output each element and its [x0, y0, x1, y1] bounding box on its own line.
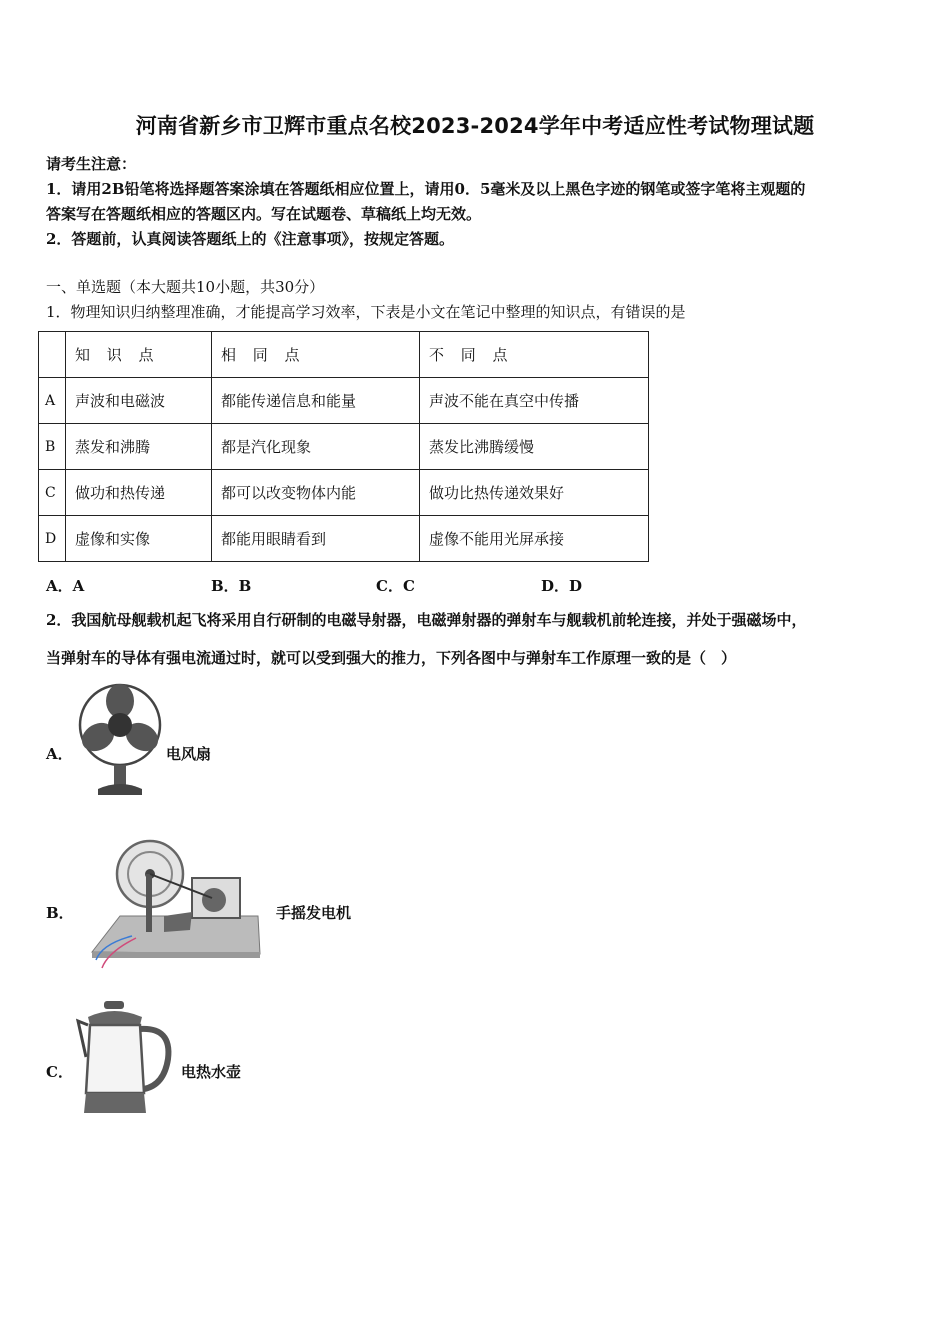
table-cell: 都可以改变物体内能 — [212, 470, 420, 516]
electric-fan-icon — [76, 681, 162, 801]
question-2-stem-line-2: 当弹射车的导体有强电流通过时，就可以受到强大的推力，下列各图中与弹射车工作原理一致的是（ ） — [46, 649, 737, 667]
q2-choice-c-label[interactable]: C． — [46, 1063, 73, 1081]
table-cell: 虚像和实像 — [66, 516, 212, 562]
table-cell: D — [39, 516, 66, 562]
table-header-cell: 知 识 点 — [66, 332, 212, 378]
table-row — [39, 470, 649, 516]
knowledge-table — [38, 331, 649, 562]
q1-option-c[interactable]: C．C — [376, 577, 415, 595]
table-cell: 声波不能在真空中传播 — [420, 378, 649, 424]
table-row — [39, 424, 649, 470]
electric-kettle-icon — [76, 997, 176, 1117]
table-cell: 都能用眼睛看到 — [212, 516, 420, 562]
notice-item-2: 2．答题前，认真阅读答题纸上的《注意事项》，按规定答题。 — [46, 230, 454, 248]
q2-choice-a-caption: 电风扇 — [166, 745, 212, 763]
table-header-cell: 不 同 点 — [420, 332, 649, 378]
q1-option-d[interactable]: D．D — [541, 577, 583, 595]
table-cell: 声波和电磁波 — [66, 378, 212, 424]
table-cell: B — [39, 424, 66, 470]
page-title: 河南省新乡市卫辉市重点名校2023-2024学年中考适应性考试物理试题 — [135, 114, 815, 138]
table-cell: 蒸发和沸腾 — [66, 424, 212, 470]
notice-item-1-line-2: 答案写在答题纸相应的答题区内。写在试题卷、草稿纸上均无效。 — [46, 205, 482, 223]
table-header-cell: 相 同 点 — [212, 332, 420, 378]
table-header-row — [39, 332, 649, 378]
q2-choice-b-caption: 手摇发电机 — [276, 904, 352, 922]
question-1-stem: 1．物理知识归纳整理准确，才能提高学习效率，下表是小文在笔记中整理的知识点，有错误的是 — [46, 303, 686, 321]
table-header-cell — [39, 332, 66, 378]
table-cell: 都能传递信息和能量 — [212, 378, 420, 424]
table-cell: 都是汽化现象 — [212, 424, 420, 470]
hand-generator-icon — [72, 834, 268, 972]
table-cell: C — [39, 470, 66, 516]
q2-choice-c-caption: 电热水壶 — [181, 1063, 242, 1081]
table-row — [39, 516, 649, 562]
table-cell: 做功比热传递效果好 — [420, 470, 649, 516]
table-cell: 虚像不能用光屏承接 — [420, 516, 649, 562]
section-heading: 一、单选题（本大题共10小题，共30分） — [46, 278, 325, 296]
q2-choice-b-label[interactable]: B． — [46, 904, 74, 922]
table-cell: 做功和热传递 — [66, 470, 212, 516]
q1-option-a[interactable]: A．A — [46, 577, 85, 595]
q2-choice-a-label[interactable]: A． — [46, 745, 73, 763]
notice-item-1-line-1: 1．请用2B铅笔将选择题答案涂填在答题纸相应位置上，请用0．5毫米及以上黑色字迹的钢笔或签字笔将主观题的 — [46, 180, 806, 198]
table-row — [39, 378, 649, 424]
table-cell: 蒸发比沸腾缓慢 — [420, 424, 649, 470]
q1-option-b[interactable]: B．B — [211, 577, 252, 595]
table-cell: A — [39, 378, 66, 424]
notice-heading: 请考生注意： — [46, 155, 137, 173]
question-2-stem-line-1: 2．我国航母舰载机起飞将采用自行研制的电磁导射器，电磁弹射器的弹射车与舰载机前轮连接，并处于强磁场中， — [46, 611, 807, 629]
